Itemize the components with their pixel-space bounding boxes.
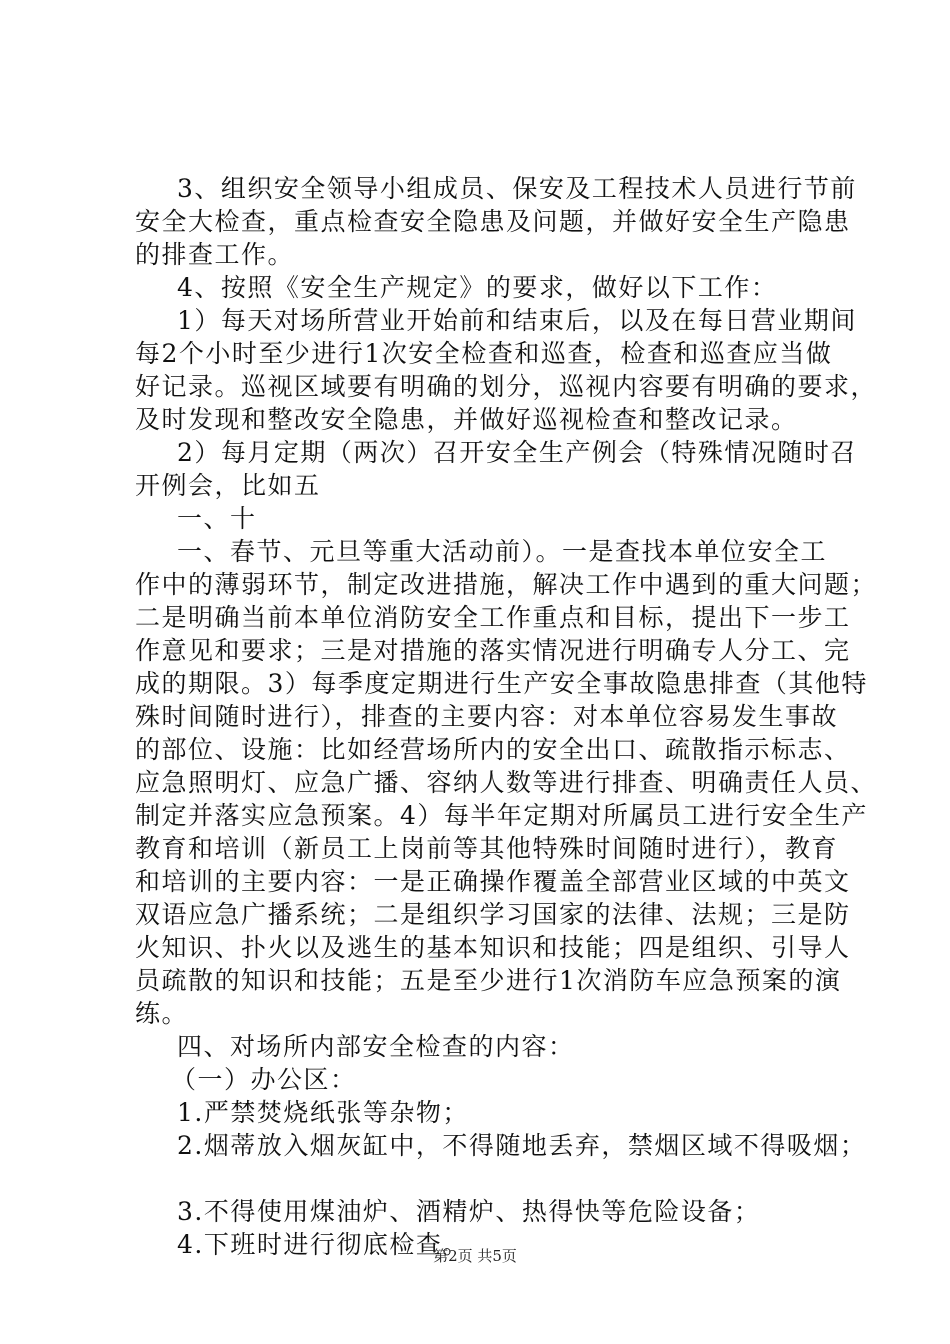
paragraph-line: 2）每月定期（两次）召开安全生产例会（特殊情况随时召 (177, 438, 857, 467)
paragraph-line: 一、十 (177, 504, 257, 533)
section-heading: 四、对场所内部安全检查的内容： (177, 1032, 575, 1061)
paragraph-line: 应急照明灯、应急广播、容纳人数等进行排查、明确责任人员、 (135, 768, 878, 797)
paragraph-line: 火知识、扑火以及逃生的基本知识和技能；四是组织、引导人 (135, 933, 851, 962)
paragraph-line: 和培训的主要内容：一是正确操作覆盖全部营业区域的中英文 (135, 867, 851, 896)
list-item: 1.严禁焚烧纸张等杂物； (177, 1098, 469, 1127)
paragraph-line: 的部位、设施：比如经营场所内的安全出口、疏散指示标志、 (135, 735, 851, 764)
paragraph-line: 及时发现和整改安全隐患，并做好巡视检查和整改记录。 (135, 405, 798, 434)
subsection-heading: （一）办公区： (171, 1065, 357, 1094)
paragraph-line: 3、组织安全领导小组成员、保安及工程技术人员进行节前 (177, 174, 857, 203)
paragraph-line: 1）每天对场所营业开始前和结束后，以及在每日营业期间 (177, 306, 857, 335)
paragraph-line: 练。 (135, 999, 189, 1028)
paragraph-line: 作意见和要求；三是对措施的落实情况进行明确专人分工、完 (135, 636, 851, 665)
list-item: 3.不得使用煤油炉、酒精炉、热得快等危险设备； (177, 1197, 761, 1226)
paragraph-line: 的排查工作。 (135, 240, 295, 269)
paragraph-line: 员疏散的知识和技能；五是至少进行1次消防车应急预案的演 (135, 966, 842, 995)
paragraph-line: 一、春节、元旦等重大活动前）。一是查找本单位安全工 (177, 537, 828, 566)
paragraph-line: 开例会，比如五 (135, 471, 321, 500)
list-item: 4.下班时进行彻底检查。 (177, 1230, 469, 1259)
paragraph-line: 4、按照《安全生产规定》的要求，做好以下工作： (177, 273, 778, 302)
paragraph-line: 作中的薄弱环节，制定改进措施，解决工作中遇到的重大问题； (135, 570, 878, 599)
list-item: 2.烟蒂放入烟灰缸中，不得随地丢弃，禁烟区域不得吸烟； (177, 1131, 867, 1160)
paragraph-line: 每2个小时至少进行1次安全检查和巡查，检查和巡查应当做 (135, 339, 833, 368)
document-body (135, 172, 878, 1261)
paragraph-line: 二是明确当前本单位消防安全工作重点和目标，提出下一步工 (135, 603, 851, 632)
paragraph-line: 制定并落实应急预案。4）每半年定期对所属员工进行安全生产 (135, 801, 868, 830)
paragraph-line: 安全大检查，重点检查安全隐患及问题，并做好安全生产隐患 (135, 207, 851, 236)
paragraph-line: 双语应急广播系统；二是组织学习国家的法律、法规；三是防 (135, 900, 851, 929)
paragraph-line: 教育和培训（新员工上岗前等其他特殊时间随时进行），教育 (135, 834, 839, 863)
paragraph-line: 好记录。巡视区域要有明确的划分，巡视内容要有明确的要求， (135, 372, 878, 401)
page-footer: 第2页 共5页 (433, 1247, 517, 1265)
paragraph-line: 殊时间随时进行），排查的主要内容：对本单位容易发生事故 (135, 702, 839, 731)
paragraph-line: 成的期限。3）每季度定期进行生产安全事故隐患排查（其他特 (135, 669, 868, 698)
